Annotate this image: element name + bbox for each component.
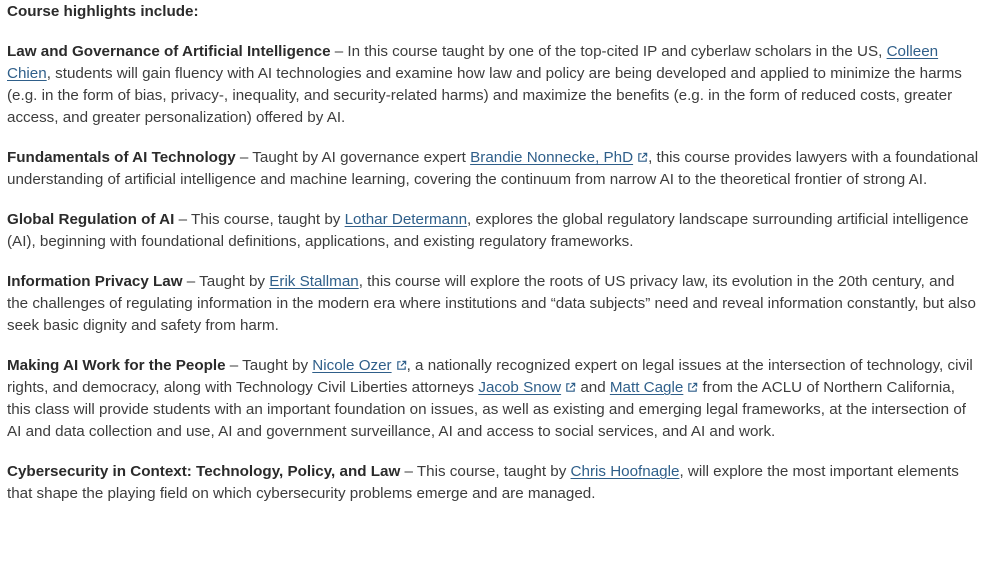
course-text: , this course provides lawyers with a foundational understanding of artificial intelligence and machine learning, covering the continuum from narrow AI to the theoretical frontier of strong AI. [7, 149, 979, 188]
course-title: Global Regulation of AI [7, 211, 175, 228]
instructor-link-brandie-nonnecke[interactable]: Brandie Nonnecke, PhD [470, 149, 634, 166]
course-text: – This course, taught by [400, 463, 571, 480]
course-text: – Taught by [182, 273, 270, 290]
instructor-link-nicole-ozer[interactable]: Nicole Ozer [312, 357, 392, 374]
course-title: Information Privacy Law [7, 273, 183, 290]
course-title: Cybersecurity in Context: Technology, Policy, and Law [7, 463, 401, 480]
course-text: , explores the global regulatory landscape surrounding artificial intelligence (AI), beginning with foundational definitions, applications, and existing regulatory frameworks. [7, 211, 969, 250]
course-highlights [7, 1, 979, 523]
external-link-icon[interactable] [396, 360, 407, 371]
course-text: – In this course taught by one of the top-cited IP and cyberlaw scholars in the US, [330, 43, 887, 60]
instructor-link-chris-hoofnagle[interactable]: Chris Hoofnagle [570, 463, 680, 480]
course-text: , will explore the most important elements that shape the playing field on which cybersecurity problems emerge and are managed. [7, 463, 959, 502]
course-paragraph-cybersecurity-in-context [7, 461, 979, 505]
external-link-icon[interactable] [687, 382, 698, 393]
intro-heading: Course highlights include: [7, 3, 199, 20]
course-text: – Taught by AI governance expert [235, 149, 471, 166]
course-paragraph-global-regulation-ai [7, 209, 979, 253]
external-link-icon[interactable] [565, 382, 576, 393]
course-text: , students will gain fluency with AI technologies and examine how law and policy are being developed and applied to minimize the harms (e.g. in the form of bias, privacy-, inequality, and security-related harms) and maximize the benefits (e.g. in the form of reduced costs, greater access, and greater personalization) offered by AI. [7, 65, 962, 126]
course-title: Law and Governance of Artificial Intelligence [7, 43, 331, 60]
external-link-icon[interactable] [637, 152, 648, 163]
instructor-link-erik-stallman[interactable]: Erik Stallman [269, 273, 359, 290]
course-title: Fundamentals of AI Technology [7, 149, 236, 166]
course-text: , this course will explore the roots of US privacy law, its evolution in the 20th century, and the challenges of regulating information in the modern era where institutions and “data subjects” need and reveal information constantly, but also seek basic dignity and safety from harm. [7, 273, 976, 334]
course-paragraph-law-governance-ai [7, 41, 979, 129]
course-text: and [576, 379, 610, 396]
course-paragraph-making-ai-work [7, 355, 979, 443]
instructor-link-colleen-chien[interactable]: Colleen Chien [7, 43, 939, 82]
course-text: from the ACLU of Northern California, this class will provide students with an important foundation on issues, as well as existing and emerging legal frameworks, at the intersection of AI and data collection and use, AI and government surveillance, AI and access to social services, and AI and work. [7, 379, 966, 440]
instructor-link-lothar-determann[interactable]: Lothar Determann [344, 211, 468, 228]
instructor-link-matt-cagle[interactable]: Matt Cagle [609, 379, 684, 396]
course-text: – This course, taught by [174, 211, 345, 228]
course-text: , a nationally recognized expert on legal issues at the intersection of technology, civil rights, and democracy, along with Technology Civil Liberties attorneys [7, 357, 973, 396]
course-paragraph-fundamentals-ai [7, 147, 979, 191]
instructor-link-jacob-snow[interactable]: Jacob Snow [478, 379, 562, 396]
course-paragraph-information-privacy-law [7, 271, 979, 337]
course-text: – Taught by [225, 357, 313, 374]
course-title: Making AI Work for the People [7, 357, 226, 374]
